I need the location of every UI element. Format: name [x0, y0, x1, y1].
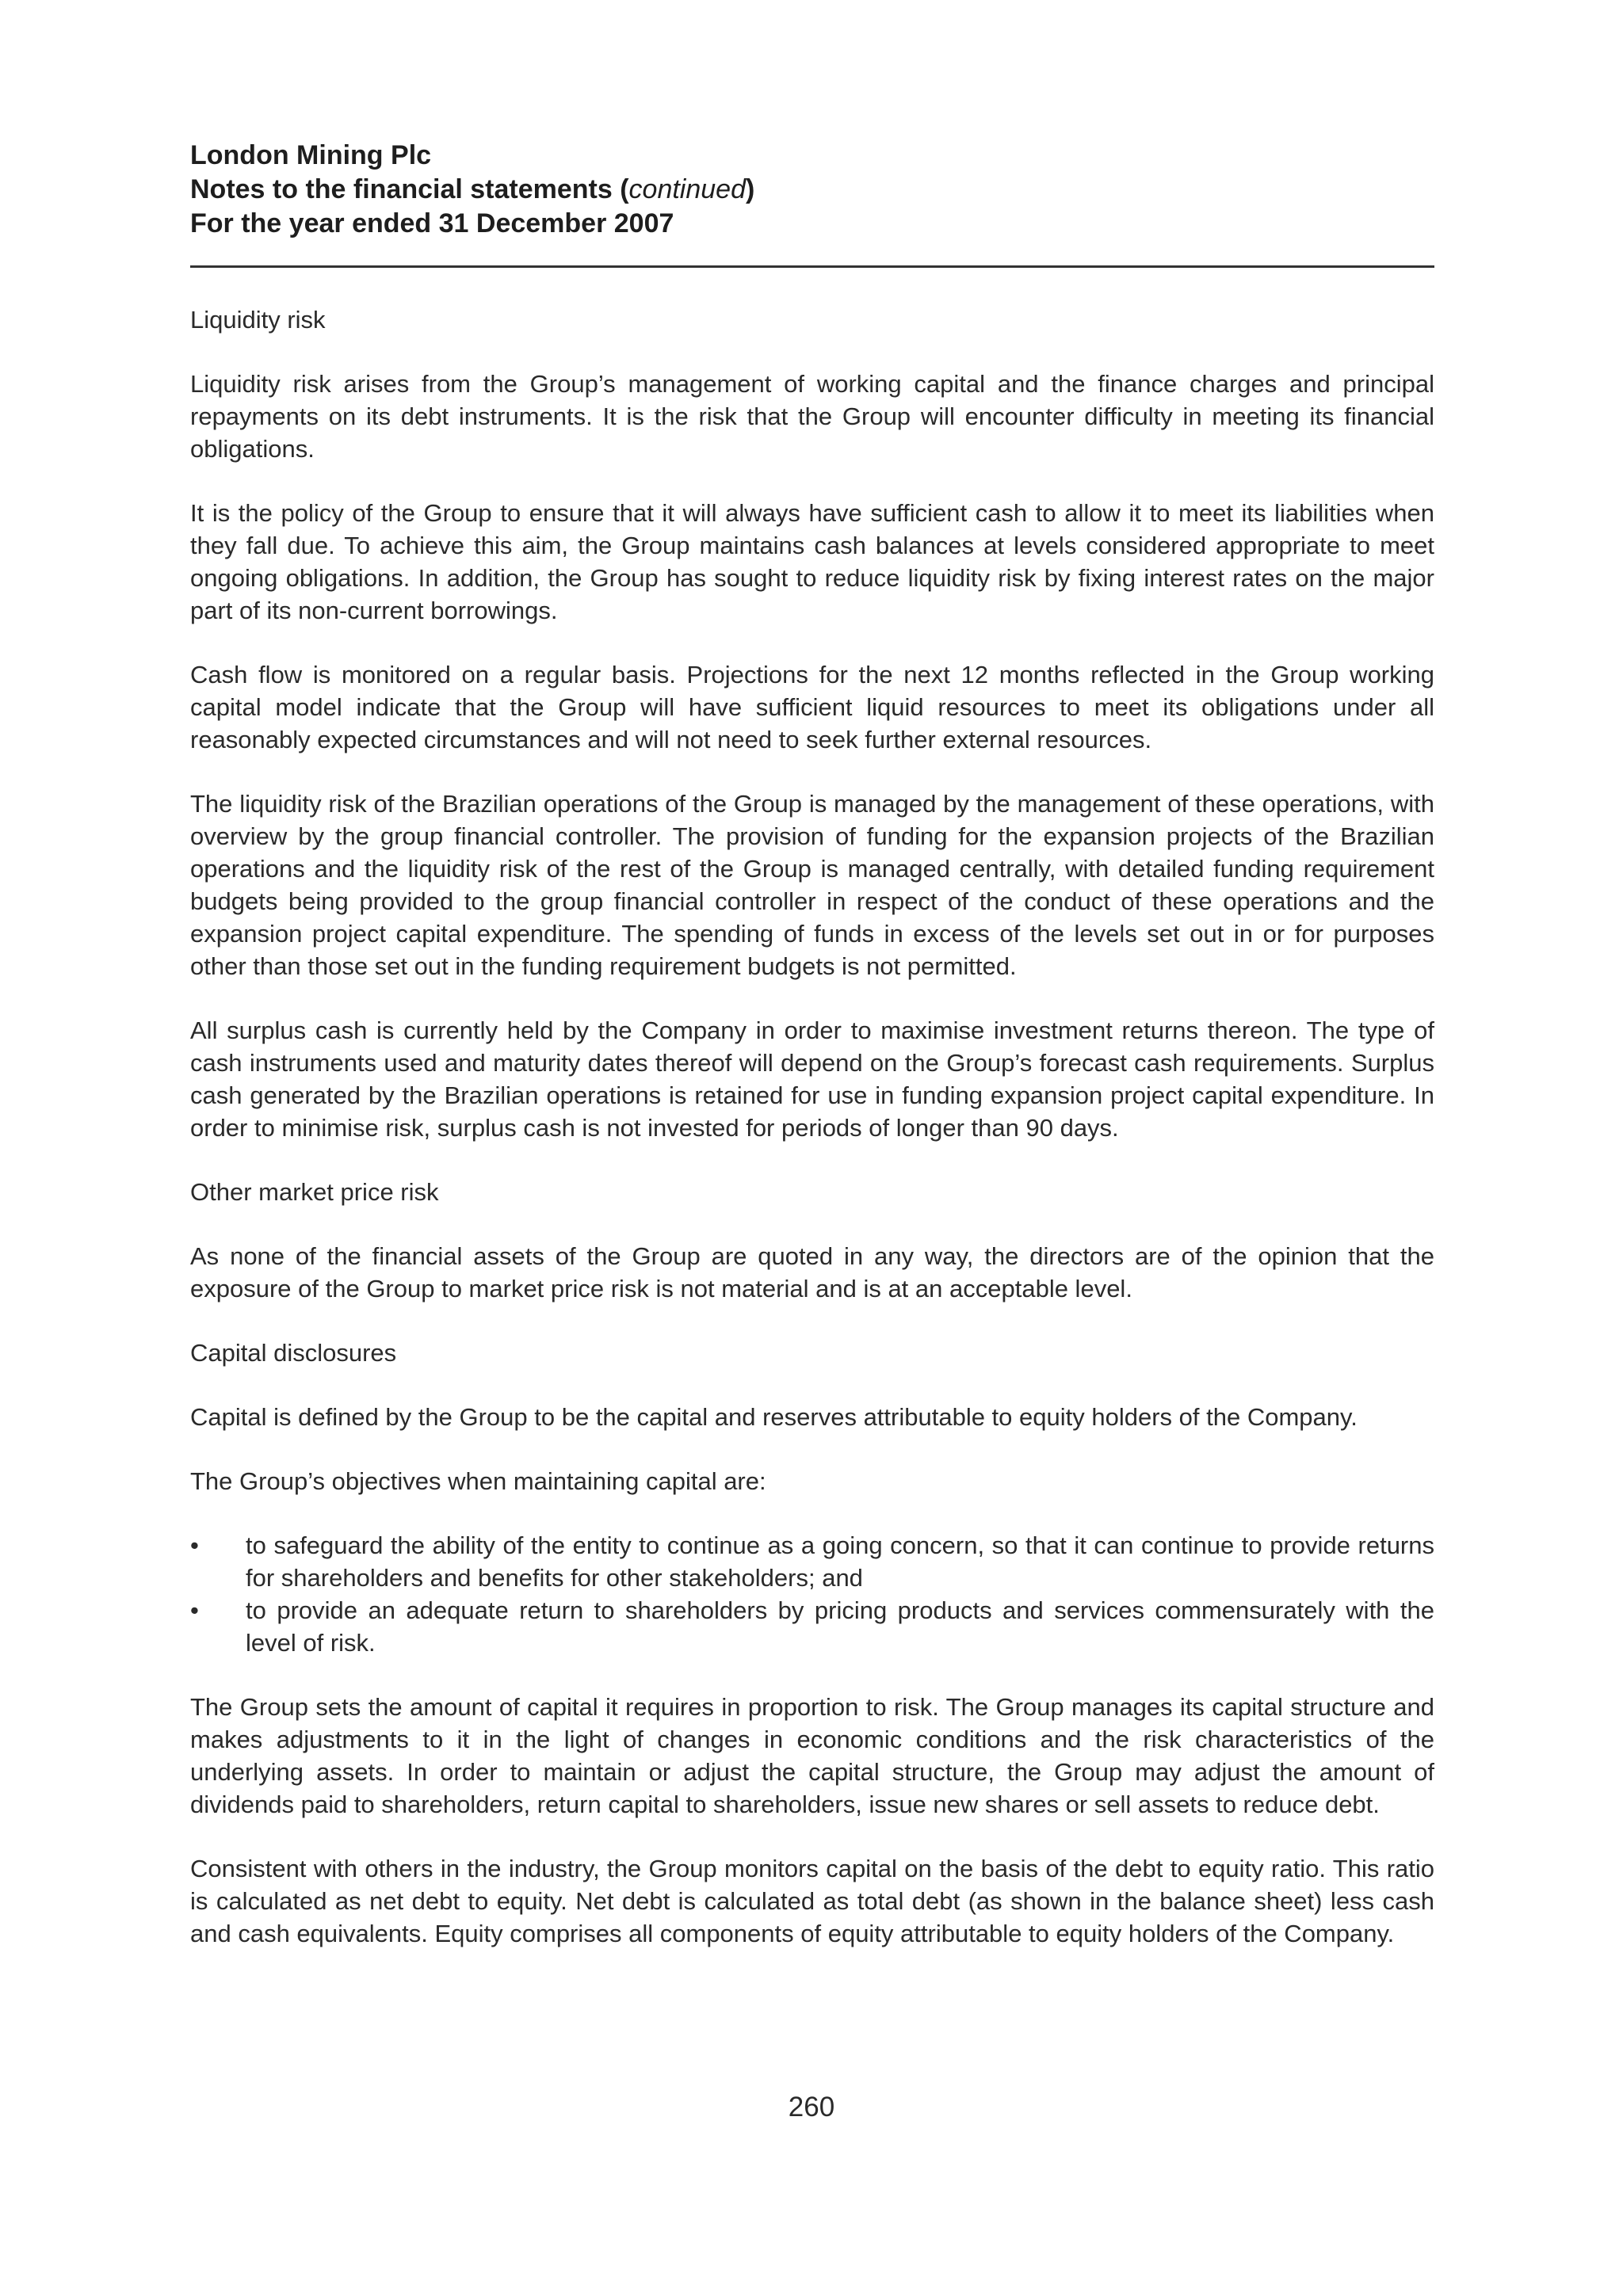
- page-number: 260: [788, 2092, 835, 2122]
- paragraph: Liquidity risk arises from the Group’s management of working capital and the finance charges and principal repayments on its debt instruments. It is the risk that the Group will encounter difficulty in meeting its financial obligations.: [190, 370, 1434, 463]
- capital-objectives-list: [190, 1529, 1434, 1659]
- paragraph: Consistent with others in the industry, the Group monitors capital on the basis of the debt to equity ratio. This ratio is calculated as net debt to equity. Net debt is calculated as total debt (as shown in the balance sheet) less cash and cash equivalents. Equity comprises all components of equity attributable to equity holders of the Company.: [190, 1855, 1434, 1947]
- document-body: [190, 303, 1434, 1950]
- document-page: [190, 139, 1434, 1981]
- bullet-icon: •: [190, 1531, 199, 1559]
- notes-title-text: Notes to the financial statements (: [190, 174, 629, 204]
- section-heading-liquidity-risk: Liquidity risk: [190, 306, 326, 334]
- paragraph: Cash flow is monitored on a regular basis. Projections for the next 12 months reflected in the Group working capital model indicate that the Group will have sufficient liquid resources to meet its obligations under all reasonably expected circumstances and will not need to seek further external resources.: [190, 661, 1434, 753]
- notes-continued-label: continued: [628, 174, 747, 204]
- list-item-text: to provide an adequate return to shareholders by pricing products and services commensurately with the level of risk.: [246, 1596, 1434, 1657]
- section-heading-other-market-price-risk: Other market price risk: [190, 1178, 439, 1206]
- paragraph: As none of the financial assets of the Group are quoted in any way, the directors are of the opinion that the exposure of the Group to market price risk is not material and is at an acceptable level.: [190, 1242, 1434, 1302]
- paragraph: It is the policy of the Group to ensure that it will always have sufficient cash to allow it to meet its liabilities when they fall due. To achieve this aim, the Group maintains cash balances at levels considered appropriate to meet ongoing obligations. In addition, the Group has sought to reduce liquidity risk by fixing interest rates on the major part of its non-current borrowings.: [190, 499, 1434, 624]
- paragraph: All surplus cash is currently held by the Company in order to maximise investment returns thereon. The type of cash instruments used and maturity dates thereof will depend on the Group’s forecast cash requirements. Surplus cash generated by the Brazilian operations is retained for use in funding expansion project capital expenditure. In order to minimise risk, surplus cash is not invested for periods of longer than 90 days.: [190, 1016, 1434, 1142]
- document-header: [190, 139, 1434, 241]
- company-name: London Mining Plc: [190, 140, 432, 170]
- list-item-text: to safeguard the ability of the entity to continue as a going concern, so that it can continue to provide returns for shareholders and benefits for other stakeholders; and: [246, 1531, 1434, 1592]
- paragraph: The Group’s objectives when maintaining capital are:: [190, 1467, 766, 1495]
- bullet-icon: •: [190, 1596, 199, 1624]
- notes-title: [190, 173, 1434, 207]
- list-item: [190, 1594, 1434, 1659]
- paragraph: The Group sets the amount of capital it requires in proportion to risk. The Group manages its capital structure and makes adjustments to it in the light of changes in economic conditions and the risk characteristics of the underlying assets. In order to maintain or adjust the capital structure, the Group may adjust the amount of dividends paid to shareholders, return capital to shareholders, issue new shares or sell assets to reduce debt.: [190, 1693, 1434, 1818]
- notes-title-close: ): [746, 174, 755, 204]
- section-heading-capital-disclosures: Capital disclosures: [190, 1339, 397, 1367]
- paragraph: The liquidity risk of the Brazilian operations of the Group is managed by the management of these operations, with overview by the group financial controller. The provision of funding for the expansion projects of the Brazilian operations and the liquidity risk of the rest of the Group is managed centrally, with detailed funding requirement budgets being provided to the group financial controller in respect of the conduct of these operations and the expansion project capital expenditure. The spending of funds in excess of the levels set out in or for purposes other than those set out in the funding requirement budgets is not permitted.: [190, 790, 1434, 980]
- reporting-period: For the year ended 31 December 2007: [190, 208, 674, 238]
- paragraph: Capital is defined by the Group to be the capital and reserves attributable to equity holders of the Company.: [190, 1403, 1358, 1431]
- list-item: [190, 1529, 1434, 1594]
- header-divider: [190, 265, 1434, 268]
